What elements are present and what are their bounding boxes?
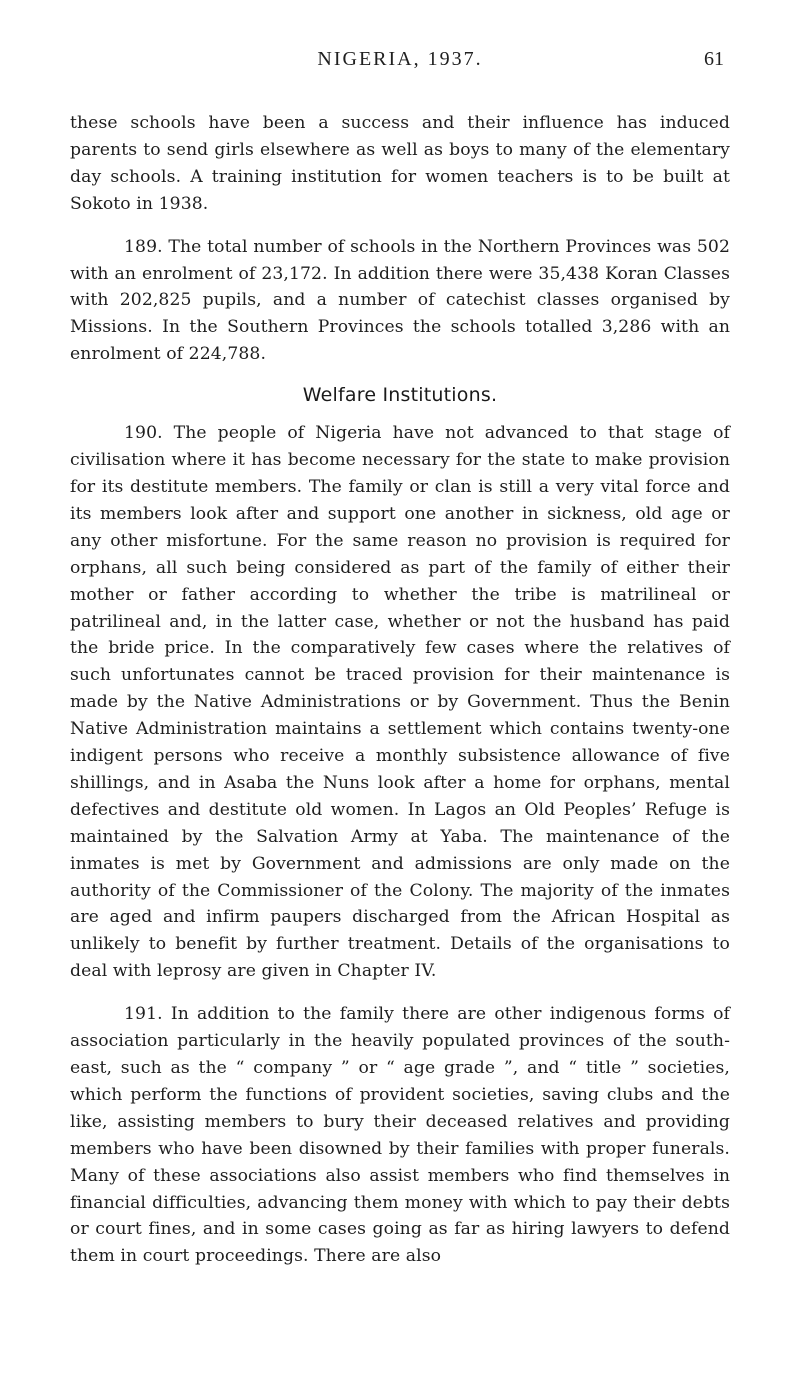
section-heading-welfare-institutions: Welfare Institutions. [302,384,498,407]
paragraph-189: 189. The total number of schools in the Northern Provinces was 502 with an enrolment of 23,172. In addition there were 35,438 Koran Classes with 202,825 pupils, and a number of catechist classes organised by Missions. In the Southern Provinces the schools totalled 3,286 with an enrolment of 224,788. [70,236,730,365]
body-text [70,110,730,1286]
running-title: NIGERIA, 1937. [317,48,483,70]
page-number: 61 [704,48,724,70]
paragraph-continued: these schools have been a success and their influence has induced parents to send girls elsewhere as well as boys to many of the elementary day schools. A training institution for women teachers is to be built at Sokoto in 1938. [70,113,730,214]
running-header [0,40,800,80]
paragraph-191: 191. In addition to the family there are other indigenous forms of association particularly in the heavily populated provinces of the south-east, such as the “ company ” or “ age grade ”, and “ title ” societies, which perform the functions of provident societies, saving clubs and the like, assisting members to bury their deceased relatives and providing members who have been disowned by their families with proper funerals. Many of these associations also assist members who find themselves in financial difficulties, advancing them money with which to pay their debts or court fines, and in some cases going as far as hiring lawyers to defend them in court proceedings. There are also [70,1004,730,1267]
paragraph-190: 190. The people of Nigeria have not advanced to that stage of civilisation where it has become necessary for the state to make provision for its destitute members. The family or clan is still a very vital force and its members look after and support one another in sickness, old age or any other misfortune. For the same reason no provision is required for orphans, all such being considered as part of the family of either their mother or father according to whether the tribe is matrilineal or patrilineal and, in the latter case, whether or not the husband has paid the bride price. In the comparatively few cases where the relatives of such unfortunates cannot be traced provision for their maintenance is made by the Native Administrations or by Government. Thus the Benin Native Administration maintains a settlement which contains twenty-one indigent persons who receive a monthly subsistence allowance of five shillings, and in Asaba the Nuns look after a home for orphans, mental defectives and destitute old women. In Lagos an Old Peoples’ Refuge is maintained by the Salvation Army at Yaba. The maintenance of the inmates is met by Government and admissions are only made on the authority of the Commissioner of the Colony. The majority of the inmates are aged and infirm paupers discharged from the African Hospital as unlikely to benefit by further treatment. Details of the organisations to deal with leprosy are given in Chapter IV. [70,423,730,982]
